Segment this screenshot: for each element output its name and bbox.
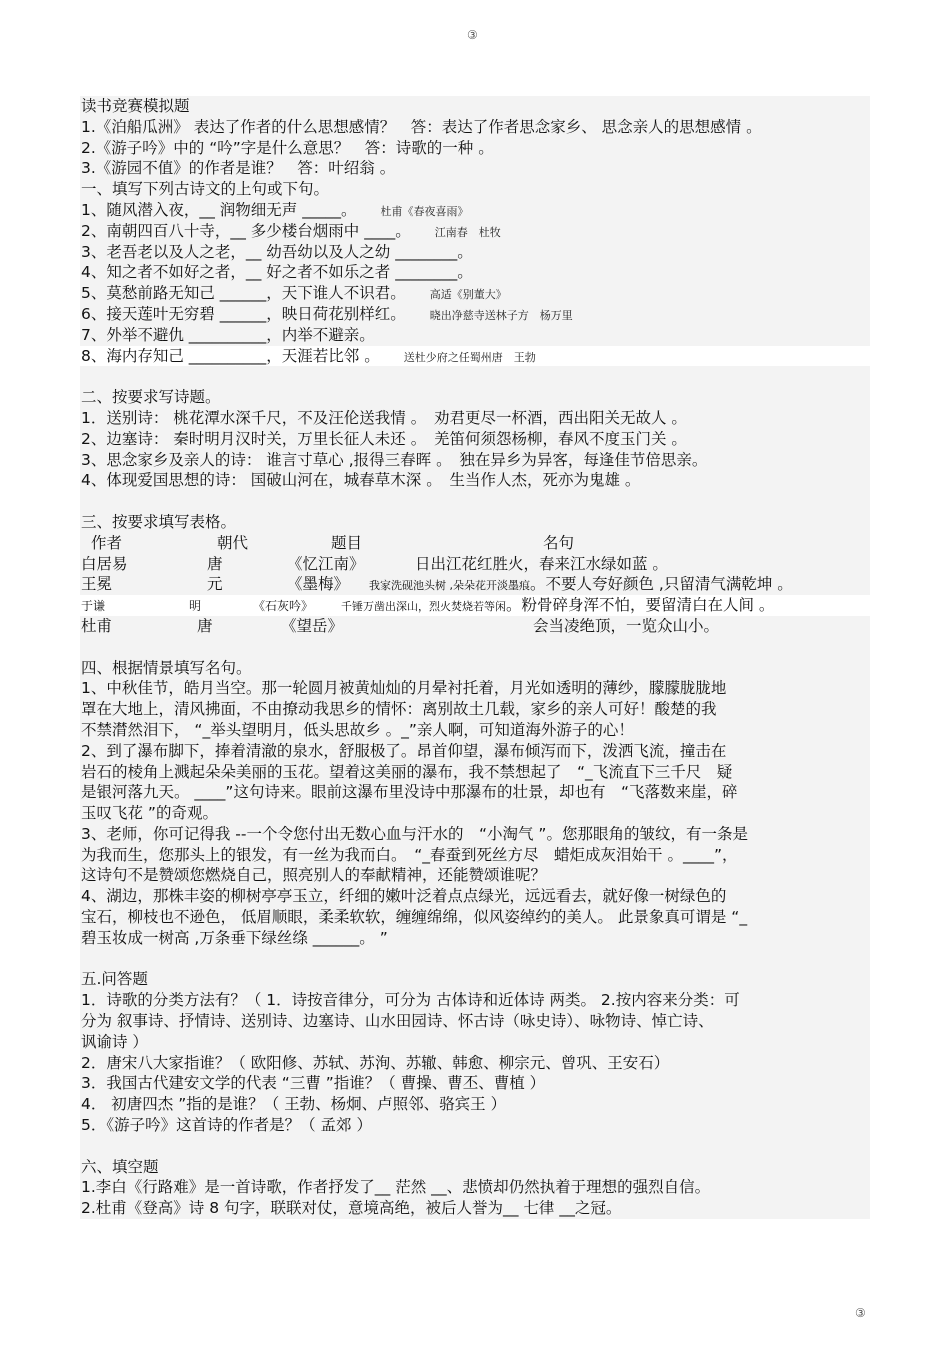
cell-title: 《石灰吟》 (253, 599, 314, 614)
paragraph-line: 玉叹飞花 ”的奇观。 (81, 804, 218, 823)
item-source-note: 江南春 杜牧 (434, 225, 501, 239)
table-row (80, 595, 870, 616)
document-body (80, 96, 870, 1219)
page-marker-top: ③ (467, 28, 478, 42)
section1-item (80, 346, 870, 367)
item-source-note: 晓出净慈寺送林子方 杨万里 (429, 308, 573, 322)
item-text: 2、南朝四百八十寺，__ 多少楼台烟雨中 ____。 (81, 221, 411, 240)
section2-item: 1．送别诗： 桃花潭水深千尺，不及汪伦送我情 。 劝君更尽一杯酒，西出阳关无故人 。 (81, 408, 687, 427)
section1-heading: 一、填写下列古诗文的上句或下句。 (81, 180, 330, 199)
paragraph-line: 为我而生，您那头上的银发，有一丝为我而白。 “_春蚕到死丝方尽 蜡炬成灰泪始干 。____”， (81, 845, 738, 864)
col-title: 题目 (331, 533, 363, 552)
col-author: 作者 (91, 533, 123, 552)
paragraph-line: 1、中秋佳节，皓月当空。那一轮圆月被黄灿灿的月晕衬托着，月光如透明的薄纱，朦朦胧胧地 (81, 679, 727, 698)
cell-title: 《忆江南》 (287, 554, 365, 573)
paragraph-line: 宝石，柳枝也不逊色， 低眉顺眼，柔柔软软，缠缠绵绵，似风姿绰约的美人。 此景象真可谓是 “_ (81, 908, 748, 927)
item-text: 8、海内存知己 __________，天涯若比邻 。 (81, 346, 380, 365)
paragraph-line: 2、到了瀑布脚下，捧着清澈的泉水，舒服极了。昂首仰望，瀑布倾泻而下，泼洒飞流，撞击在 (81, 741, 727, 760)
section1-item (80, 242, 870, 263)
section1-item (80, 200, 870, 221)
page-marker-bottom: ③ (855, 1306, 866, 1320)
item-text: 3、老吾老以及人之老，__ 幼吾幼以及人之幼 ________。 (81, 242, 473, 261)
cell-author: 王冕 (81, 575, 113, 594)
intro-question-3: 3.《游园不值》的作者是谁？ 答：叶绍翁 。 (81, 159, 396, 178)
item-text: 5、莫愁前路无知己 ______，天下谁人不识君。 (81, 284, 406, 303)
intro-question-2: 2.《游子吟》中的 “吟”字是什么意思？ 答：诗歌的一种 。 (81, 138, 494, 157)
qa-line: 1．诗歌的分类方法有？（ 1．诗按音律分，可分为 古体诗和近体诗 两类。 2.按内容来分类：可 (81, 991, 740, 1010)
paragraph-line: 4、湖边，那株丰姿的柳树亭亭玉立，纤细的嫩叶泛着点点绿光，远远看去，就好像一树绿色的 (81, 887, 727, 906)
qa-line: 2．唐宋八大家指谁？（ 欧阳修、苏轼、苏洵、苏辙、韩愈、柳宗元、曾巩、王安石） (81, 1053, 670, 1072)
cell-title: 《墨梅》 (287, 575, 350, 594)
table-row (80, 554, 870, 575)
section3-heading: 三、按要求填写表格。 (81, 512, 237, 531)
table-header (80, 533, 870, 554)
paragraph-line: 不禁潸然泪下， “_举头望明月，低头思故乡 。_”亲人啊，可知道海外游子的心！ (81, 720, 634, 739)
col-lines: 名句 (543, 533, 575, 552)
spacer (80, 1136, 870, 1157)
section5-heading: 五.问答题 (81, 970, 148, 989)
spacer (80, 366, 870, 387)
item-text: 4、知之者不如好之者，__ 好之者不如乐之者 ________。 (81, 263, 473, 282)
item-source-note: 高适《别董大》 (429, 288, 507, 302)
cell-author: 白居易 (81, 554, 128, 573)
cell-dynasty: 唐 (207, 554, 223, 573)
cell-lines-first: 千锤万凿出深山，烈火焚烧若等闲 (341, 600, 506, 614)
section1-item (80, 304, 870, 325)
section2-heading: 二、按要求写诗题。 (81, 388, 221, 407)
spacer (80, 949, 870, 970)
paragraph-line: 碧玉妆成一树高 ,万条垂下绿丝绦 ______。 ” (81, 928, 388, 947)
cell-lines: 日出江花红胜火，春来江水绿如蓝 。 (415, 554, 668, 573)
section6-heading: 六、填空题 (81, 1157, 159, 1176)
cell-title: 《望岳》 (281, 616, 344, 635)
intro-question-1: 1.《泊船瓜洲》 表达了作者的什么思想感情？ 答：表达了作者思念家乡、 思念亲人的思想感情 。 (81, 117, 762, 136)
cell-lines-first: 我家洗砚池头树 ,朵朵花开淡墨痕 (369, 579, 530, 593)
paragraph-line: 这诗句不是赞颂您燃烧自己，照亮别人的奉献精神，还能赞颂谁呢？ (81, 866, 547, 885)
cell-lines: 。粉骨碎身浑不怕，要留清白在人间 。 (506, 596, 775, 615)
section1-item (80, 325, 870, 346)
qa-line: 4． 初唐四杰 ”指的是谁？（ 王勃、杨炯、卢照邻、骆宾王 ） (81, 1095, 507, 1114)
fill-line: 2.杜甫《登高》诗 8 句字，联联对仗，意境高绝，被后人誉为__ 七律 __之冠。 (81, 1199, 622, 1218)
fill-line: 1.李白《行路难》是一首诗歌，作者抒发了__ 茫然 __、悲愤却仍然执着于理想的强烈自信。 (81, 1178, 711, 1197)
paragraph-line: 是银河落九天。 ____”这句诗来。眼前这瀑布里没诗中那瀑布的壮景，却也有 “飞落数来崖，碎 (81, 783, 738, 802)
section2-item: 3、思念家乡及亲人的诗： 谁言寸草心 ,报得三春晖 。 独在异乡为异客，每逢佳节倍思亲。 (81, 450, 708, 469)
qa-line: 讽谕诗 ） (81, 1032, 148, 1051)
item-text: 7、外举不避仇 __________，内举不避亲。 (81, 325, 375, 344)
cell-dynasty: 元 (207, 575, 223, 594)
cell-dynasty: 唐 (197, 616, 213, 635)
item-source-note: 送杜少府之任蜀州唐 王勃 (403, 350, 536, 364)
cell-author: 杜甫 (81, 616, 113, 635)
qa-line: 分为 叙事诗、抒情诗、送别诗、边塞诗、山水田园诗、怀古诗（咏史诗）、咏物诗、悼亡诗、 (81, 1012, 714, 1031)
section2-item: 4、体现爱国思想的诗： 国破山河在，城春草木深 。 生当作人杰，死亦为鬼雄 。 (81, 471, 641, 490)
item-text: 6、接天莲叶无穷碧 ______，映日荷花别样红。 (81, 304, 406, 323)
cell-author: 于谦 (81, 599, 106, 614)
document-title: 读书竞赛模拟题 (81, 97, 190, 115)
paragraph-line: 罩在大地上，清风拂面，不由撩动我思乡的情怀：离别故土几载，家乡的亲人可好！酸楚的我 (81, 700, 717, 719)
spacer (80, 491, 870, 512)
section1-item (80, 283, 870, 304)
section4-heading: 四、根据情景填写名句。 (81, 658, 252, 677)
qa-line: 5．《游子吟》这首诗的作者是？（ 孟郊 ） (81, 1116, 372, 1135)
qa-line: 3．我国古代建安文学的代表 “三曹 ”指谁？（ 曹操、曹丕、曹植 ） (81, 1074, 546, 1093)
section1-item (80, 262, 870, 283)
paragraph-line: 岩石的棱角上溅起朵朵美丽的玉花。望着这美丽的瀑布，我不禁想起了 “_飞流直下三千尺 疑 (81, 762, 733, 781)
cell-lines: 会当凌绝顶，一览众山小。 (533, 616, 720, 635)
paragraph-line: 3、老师，你可记得我 --一个令您付出无数心血与汗水的 “小淘气 ”。您那眼角的皱纹，有一条是 (81, 824, 748, 843)
cell-dynasty: 明 (189, 599, 202, 614)
spacer (80, 637, 870, 658)
table-row (80, 616, 870, 637)
item-text: 1、随风潜入夜，__ 润物细无声 _____。 (81, 200, 357, 219)
section2-item: 2、边塞诗： 秦时明月汉时关，万里长征人未还 。 羌笛何须怨杨柳，春风不度玉门关 。 (81, 429, 687, 448)
col-dynasty: 朝代 (217, 533, 249, 552)
section1-item (80, 221, 870, 242)
table-row (80, 574, 870, 595)
item-source-note: 杜甫《春夜喜雨》 (380, 204, 469, 218)
cell-lines: 。不要人夸好颜色 ,只留清气满乾坤 。 (530, 575, 793, 594)
